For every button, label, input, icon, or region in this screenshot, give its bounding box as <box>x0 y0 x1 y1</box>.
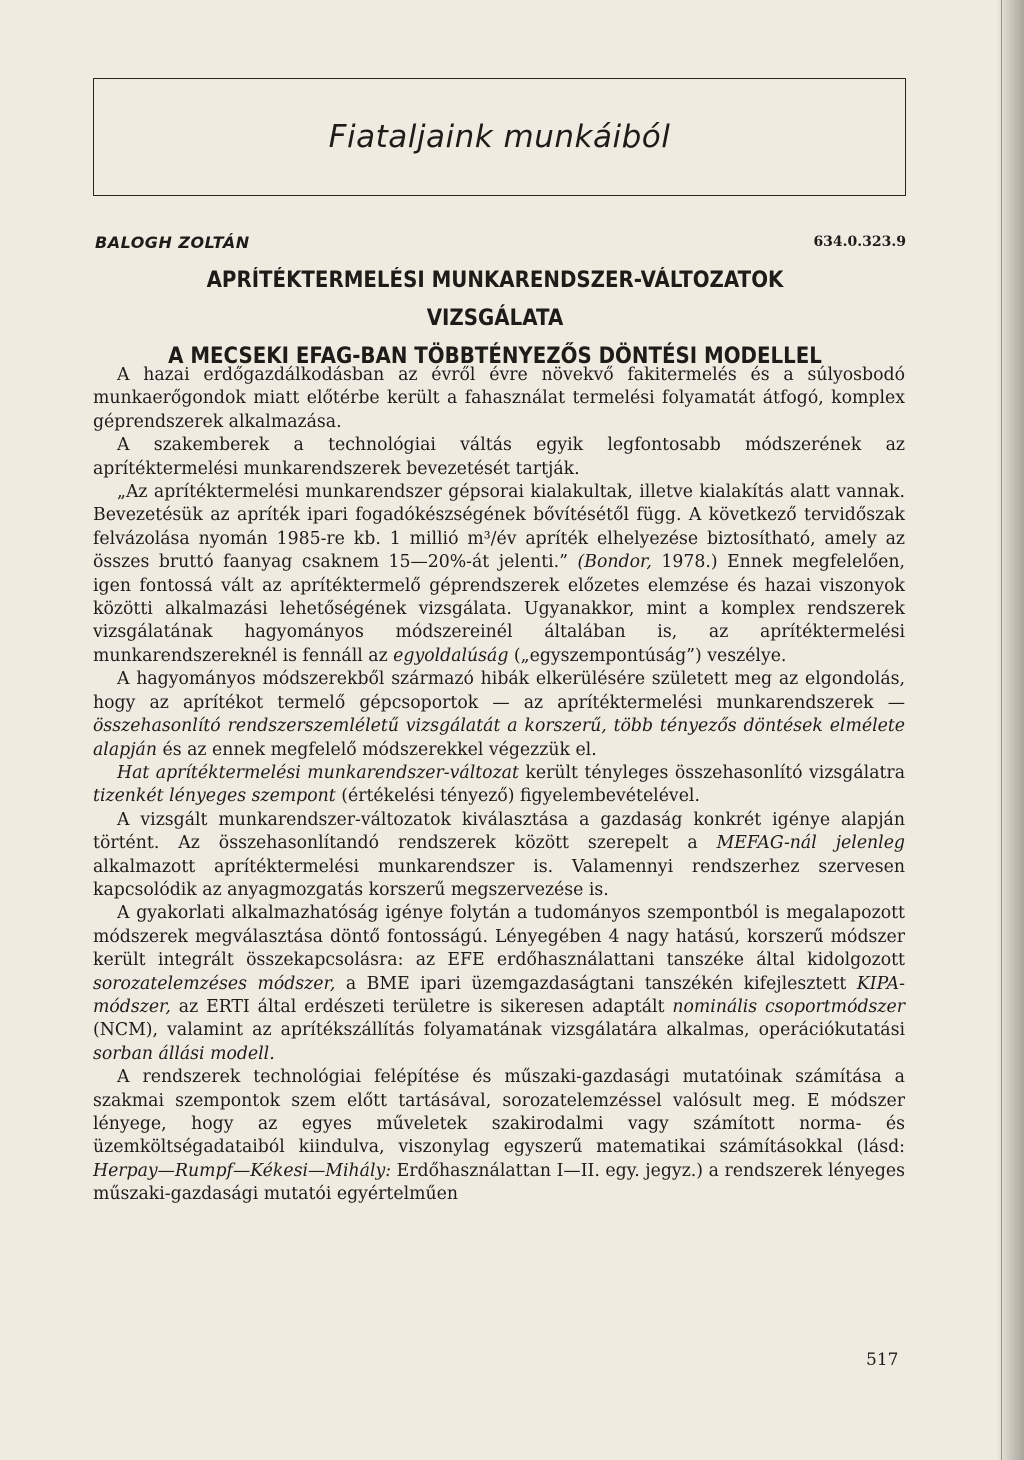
body-paragraph <box>93 809 905 903</box>
italic-run: egyoldalúság <box>393 645 509 666</box>
italic-run: (Bondor, <box>577 552 652 573</box>
article-body <box>93 364 905 1207</box>
italic-run: KIPA-módszer, <box>93 973 905 1017</box>
text-run: került tényleges összehasonlító vizsgálatra <box>518 762 905 783</box>
article-title-line-2: A MECSEKI EFAG-BAN TÖBBTÉNYEZŐS DÖNTÉSI MODELLEL <box>168 344 822 369</box>
text-run: A vizsgált munkarendszer-változatok kiválasztása a gazdaság konkrét igénye alapján történt. Az összehasonlítandó rendszerek között szerepelt a <box>93 809 905 854</box>
text-run: A gyakorlati alkalmazhatóság igénye folytán a tudományos szempontból is megalapozott módszerek megválasztása döntő fontosságú. Lényegében 4 nagy hatású, korszerű módszer került integrált összekapcsolásra: az EFE erdőhasználattani tanszéke által kidolgozott <box>93 903 905 971</box>
italic-run: MEFAG-nál jelenleg <box>716 833 905 854</box>
italic-run: tizenkét lényeges szempont <box>93 786 336 807</box>
text-run: „Az aprítéktermelési munkarendszer gépsorai kialakultak, illetve kialakítás alatt vannak. Bevezetésük az apríték ipari fogadókészségének bővítésétől függ. A következő tervidőszak felvázolása nyomán 1985-re kb. 1 millió m³/év apríték elhelyezése biztosítható, amely az összes bruttó faanyag csaknem 15—20%-át jelenti.” <box>93 482 905 573</box>
italic-run: Herpay—Rumpf—Kékesi—Mihály: <box>93 1160 392 1181</box>
body-paragraph <box>93 481 905 668</box>
text-run: A hagyományos módszerekből származó hibák elkerülésére született meg az elgondolás, hogy az aprítékot termelő gépcsoportok — az aprítéktermelési munkarendszerek — <box>93 669 905 713</box>
body-paragraph <box>93 1066 905 1206</box>
italic-run: Hat aprítéktermelési munkarendszer-változat <box>117 762 519 783</box>
italic-run: összehasonlító rendszerszemléletű vizsgálatát a korszerű, több tényezős döntések elmélete alapján <box>93 716 905 760</box>
body-paragraph <box>93 902 905 1066</box>
section-header-box <box>93 78 906 196</box>
text-run: A rendszerek technológiai felépítése és műszaki-gazdasági mutatóinak számítása a szakmai szempontok szem előtt tartásával, sorozatelemzéssel valósult meg. E módszer lényege, hogy az egyes műveletek szakirodalmi vagy számított norma- és üzemköltségadataiból kiindulva, viszonylag egyszerű matematikai számításokkal (lásd: <box>93 1067 905 1158</box>
text-run: (NCM), valamint az aprítékszállítás folyamatának vizsgálatára alkalmas, operációkutatási <box>93 1020 905 1041</box>
section-title: Fiataljaink munkáiból <box>328 119 671 155</box>
text-run: és az ennek megfelelő módszerekkel végezzük el. <box>157 739 597 760</box>
article-title-line-1: APRÍTÉKTERMELÉSI MUNKARENDSZER-VÁLTOZATOK VIZSGÁLATA <box>206 268 784 331</box>
italic-run: sorban állási modell. <box>93 1043 275 1064</box>
author-name: BALOGH ZOLTÁN <box>95 233 250 252</box>
body-paragraph <box>93 668 905 762</box>
page-number: 517 <box>866 1350 899 1370</box>
text-run: alkalmazott aprítéktermelési munkarendszer is. Valamennyi rendszerhez szervesen kapcsolódik az anyagmozgatás korszerű megszervezése is. <box>93 856 905 900</box>
text-run: az ERTI által erdészeti területre is sikeresen adaptált <box>170 996 673 1017</box>
italic-run: sorozatelemzéses módszer, <box>93 973 336 994</box>
text-run: (értékelési tényező) figyelembevételével. <box>335 786 700 807</box>
text-run: Erdőhasználattan I—II. egy. jegyz.) a rendszerek lényeges műszaki-gazdasági mutatói egyértelműen <box>93 1160 905 1205</box>
body-paragraph <box>93 434 905 481</box>
text-run: A hazai erdőgazdálkodásban az évről évre növekvő fakitermelés és a súlyosbodó munkaerőgondok miatt előtérbe került a fahasználat termelési folyamatát átfogó, komplex géprendszerek alkalmazása. <box>93 365 905 432</box>
italic-run: nominális csoportmódszer <box>672 996 905 1017</box>
body-paragraph <box>93 762 905 809</box>
text-run: („egyszempontúság”) veszélye. <box>508 645 787 666</box>
text-run: A szakemberek a technológiai váltás egyik legfontosabb módszerének az aprítéktermelési munkarendszerek bevezetését tartják. <box>93 435 905 479</box>
article-title <box>140 262 851 376</box>
text-run: 1978.) Ennek megfelelően, igen fontossá vált az aprítéktermelő géprendszerek előzetes elemzése és hazai viszonyok közötti alkalmazási lehetőségének vizsgálata. Ugyanakkor, mint a komplex rendszerek vizsgálatának hagyományos módszereinél általában is, az aprítéktermelési munkarendszereknél is fennáll az <box>93 552 905 666</box>
page-edge-line <box>1001 0 1002 1460</box>
body-paragraph <box>93 364 905 434</box>
text-run: a BME ipari üzemgazdaságtani tanszékén kifejlesztett <box>335 973 857 994</box>
udc-code: 634.0.323.9 <box>813 234 906 250</box>
